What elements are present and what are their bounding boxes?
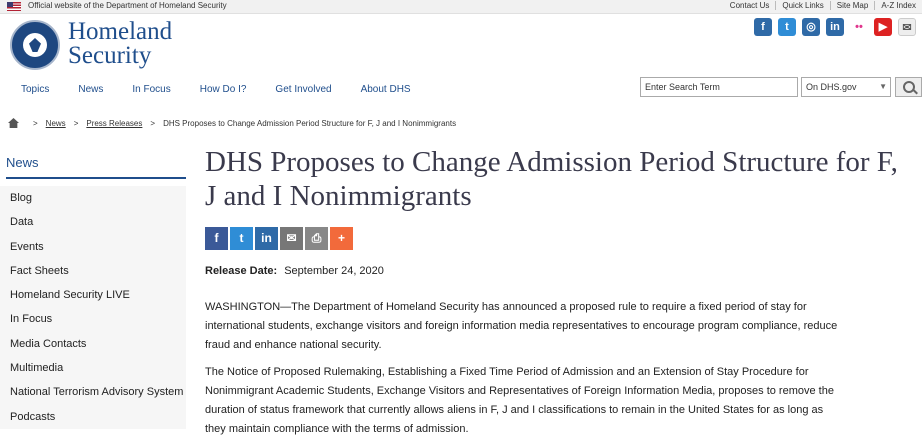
- sidebar-item-blog[interactable]: Blog: [10, 192, 33, 204]
- dateline: WASHINGTON: [205, 301, 281, 313]
- nav-topics[interactable]: Topics: [21, 84, 50, 95]
- breadcrumb-current: DHS Proposes to Change Admission Period Structure for F, J and I Nonimmigrants: [163, 118, 457, 128]
- search-scope-select[interactable]: [801, 77, 891, 97]
- site-header: [0, 14, 922, 76]
- contact-us-link[interactable]: Contact Us: [729, 1, 770, 10]
- sidebar-item-homeland-security-live[interactable]: Homeland Security LIVE: [10, 289, 130, 302]
- article-paragraph-1: [205, 298, 845, 355]
- sidebar-menu: [0, 186, 186, 429]
- release-date-label: Release Date:: [205, 265, 278, 277]
- sidebar-item-fact-sheets[interactable]: Fact Sheets: [10, 264, 69, 277]
- breadcrumb-separator: >: [150, 118, 156, 128]
- sidebar-title[interactable]: News: [6, 155, 39, 170]
- sidebar-item-multimedia[interactable]: Multimedia: [10, 362, 64, 375]
- instagram-icon[interactable]: ◎: [802, 18, 820, 36]
- youtube-icon[interactable]: ▶: [874, 18, 892, 36]
- facebook-icon[interactable]: f: [754, 18, 772, 36]
- site-map-link[interactable]: Site Map: [830, 1, 875, 10]
- linkedin-icon[interactable]: in: [826, 18, 844, 36]
- share-facebook-icon[interactable]: f: [205, 227, 228, 250]
- us-flag-icon: [7, 2, 21, 11]
- brand-line-1: Homeland: [68, 18, 173, 45]
- share-more-icon[interactable]: +: [330, 227, 353, 250]
- email-updates-icon[interactable]: ✉: [898, 18, 916, 36]
- paragraph-1-text: —The Department of Homeland Security has announced a proposed rule to require a fixed period of stay for international students, exchange visitors and foreign information media representatives to encourage program compliance, reduce fraud and enhance national security.: [205, 301, 838, 351]
- search-input[interactable]: Enter Search Term: [640, 77, 798, 97]
- release-date-value: September 24, 2020: [284, 265, 384, 277]
- sidebar-item-data[interactable]: Data: [10, 216, 34, 229]
- flickr-icon[interactable]: ••: [850, 18, 868, 36]
- social-links: [754, 18, 922, 36]
- breadcrumb-separator: >: [33, 118, 38, 128]
- page-title: DHS Proposes to Change Admission Period Structure for F, J and I Nonimmigrants: [205, 146, 898, 212]
- breadcrumb: [8, 118, 456, 128]
- nav-news[interactable]: News: [78, 84, 104, 95]
- main-nav: [0, 80, 419, 100]
- print-icon[interactable]: ⎙: [305, 227, 328, 250]
- nav-about-dhs[interactable]: About DHS: [360, 84, 411, 95]
- sidebar-item-ntas[interactable]: National Terrorism Advisory System: [10, 386, 184, 399]
- nav-get-involved[interactable]: Get Involved: [275, 84, 332, 95]
- a-z-index-link[interactable]: A-Z Index: [874, 1, 922, 10]
- search-button[interactable]: [895, 77, 922, 97]
- sidebar-divider: [6, 177, 186, 179]
- share-twitter-icon[interactable]: t: [230, 227, 253, 250]
- eagle-icon: [29, 38, 41, 52]
- share-toolbar: [205, 227, 355, 250]
- share-email-icon[interactable]: ✉: [280, 227, 303, 250]
- share-linkedin-icon[interactable]: in: [255, 227, 278, 250]
- sidebar-item-podcasts[interactable]: Podcasts: [10, 410, 56, 423]
- search-scope-value: On DHS.gov: [806, 82, 857, 92]
- dropdown-arrow-icon: ▼: [879, 82, 887, 91]
- breadcrumb-separator: >: [73, 118, 79, 128]
- utility-links: [724, 1, 922, 10]
- release-date: [205, 265, 384, 277]
- dhs-seal-logo[interactable]: [10, 20, 60, 70]
- official-website-text: Official website of the Department of Homeland Security: [28, 1, 227, 10]
- nav-how-do-i[interactable]: How Do I?: [199, 84, 247, 95]
- breadcrumb-news[interactable]: News: [45, 118, 66, 128]
- quick-links-link[interactable]: Quick Links: [775, 1, 829, 10]
- breadcrumb-press-releases[interactable]: Press Releases: [86, 118, 143, 128]
- nav-in-focus[interactable]: In Focus: [132, 84, 171, 95]
- sidebar-item-events[interactable]: Events: [10, 240, 44, 253]
- article-paragraph-2: The Notice of Proposed Rulemaking, Establishing a Fixed Time Period of Admission and an Extension of Stay Procedure for Nonimmigrant Academic Students, Exchange Visitors and Representatives of Foreign Information Media, proposes to remove the duration of status framework that currently allows aliens in F, J and I classifications to remain in the United States for as long as they maintain compliance with the terms of admission.: [205, 366, 834, 435]
- home-icon[interactable]: [8, 118, 19, 128]
- twitter-icon[interactable]: t: [778, 18, 796, 36]
- official-banner: [0, 0, 922, 14]
- sidebar-item-media-contacts[interactable]: Media Contacts: [10, 337, 87, 350]
- sidebar-item-in-focus[interactable]: In Focus: [10, 313, 53, 326]
- site-brand[interactable]: [68, 20, 172, 68]
- brand-line-2: Security: [68, 42, 152, 69]
